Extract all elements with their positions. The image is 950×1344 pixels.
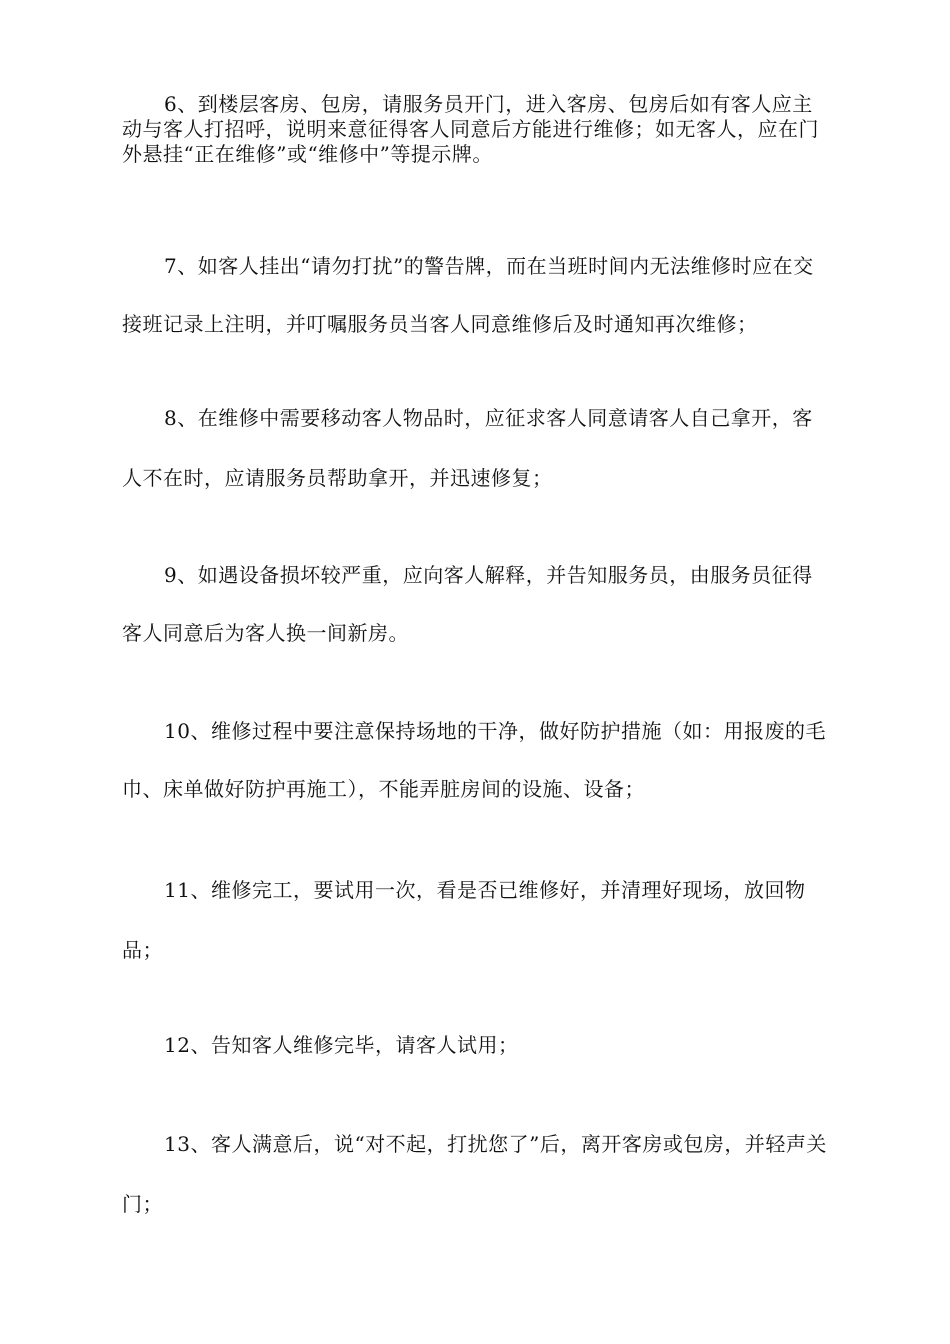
paragraph-12: 12、告知客人维修完毕，请客人试用； [164,1033,519,1057]
paragraph-13: 13、客人满意后，说“对不起，打扰您了”后，离开客房或包房，并轻声关门； [122,1132,827,1216]
paragraph-6: 6、到楼层客房、包房，请服务员开门，进入客房、包房后如有客人应主动与客人打招呼，说明来意征得客人同意后方能进行维修；如无客人，应在门外悬挂“正在维修”或“维修中”等提示牌。 [122,92,819,166]
paragraph-9: 9、如遇设备损坏较严重，应向客人解释，并告知服务员，由服务员征得客人同意后为客人换一间新房。 [122,563,813,645]
paragraph-7: 7、如客人挂出“请勿打扰”的警告牌，而在当班时间内无法维修时应在交接班记录上注明，并叮嘱服务员当客人同意维修后及时通知再次维修； [122,254,814,336]
paragraph-10: 10、维修过程中要注意保持场地的干净，做好防护措施（如：用报废的毛巾、床单做好防护再施工），不能弄脏房间的设施、设备； [122,719,826,801]
paragraph-8: 8、在维修中需要移动客人物品时，应征求客人同意请客人自己拿开，客人不在时，应请服务员帮助拿开，并迅速修复； [122,406,813,490]
paragraph-11: 11、维修完工，要试用一次，看是否已维修好，并清理好现场，放回物品； [122,878,806,962]
